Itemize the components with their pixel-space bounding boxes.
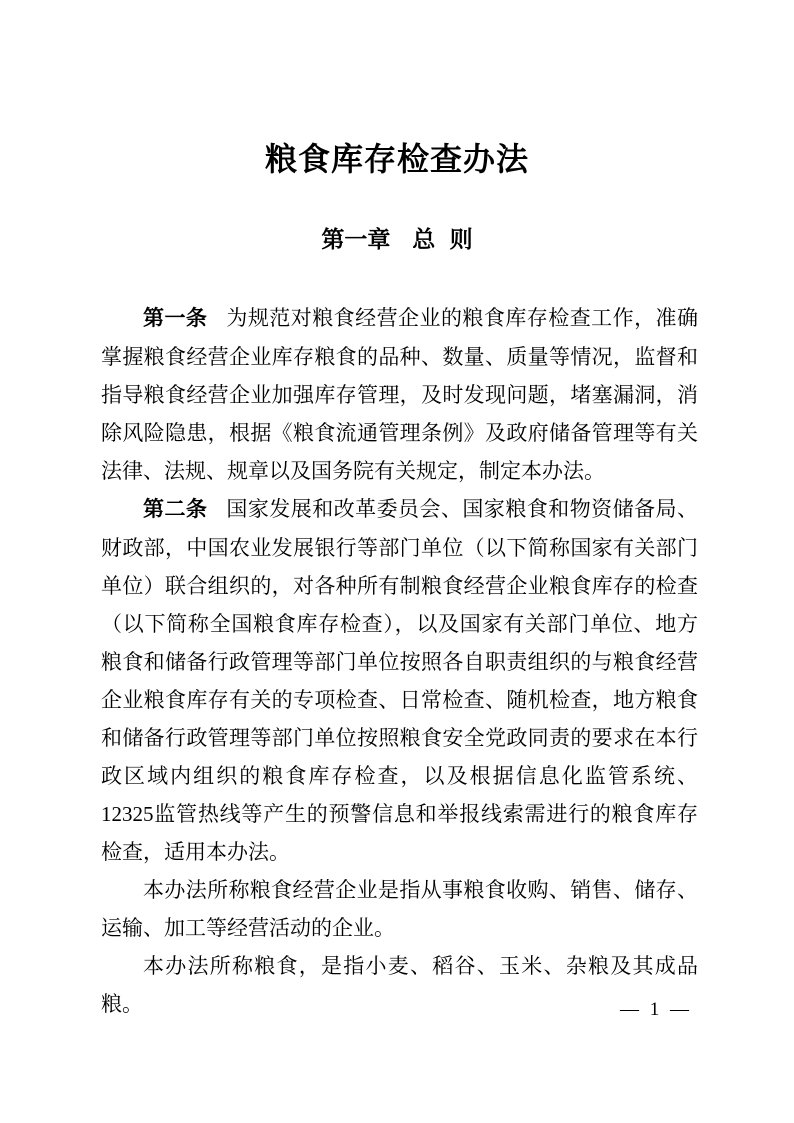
document-title: 粮食库存检查办法 bbox=[264, 141, 529, 177]
article-1-text: 为规范对粮食经营企业的粮食库存检查工作，准确掌握粮食经营企业库存粮食的品种、数量、质量等情况，监督和指导粮食经营企业加强库存管理，及时发现问题，堵塞漏洞，消除风险隐患，根据《粮食流通管理条例》及政府储备管理等有关法律、法规、规章以及国务院有关规定，制定本办法。 bbox=[101, 306, 698, 483]
paragraph-3-text: 本办法所称粮食经营企业是指从事粮食收购、销售、储存、运输、加工等经营活动的企业。 bbox=[101, 878, 698, 940]
article-1-lead: 第一条 bbox=[143, 307, 208, 330]
article-2-text: 国家发展和改革委员会、国家粮食和物资储备局、财政部，中国农业发展银行等部门单位（以下简称国家有关部门单位）联合组织的，对各种所有制粮食经营企业粮食库存的检查（以下简称全国粮食库存检查），以及国家有关部门单位、地方粮食和储备行政管理等部门单位按照各自职责组织的与粮食经营企业粮食库存有关的专项检查、日常检查、随机检查，地方粮食和储备行政管理等部门单位按照粮食安全党政同责的要求在本行政区域内组织的粮食库存检查，以及根据信息化监管系统、12325监管热线等产生的预警信息和举报线索需进行的粮食库存检查，适用本办法。 bbox=[101, 497, 698, 864]
paragraph-definition-grain bbox=[101, 947, 698, 1023]
chapter-label: 第一章 bbox=[321, 226, 391, 252]
chapter-title: 总 则 bbox=[412, 226, 473, 252]
page-number: — 1 — bbox=[620, 999, 692, 1020]
paragraph-definition-enterprise bbox=[101, 871, 698, 947]
paragraph-article-1 bbox=[101, 299, 698, 490]
document-body bbox=[101, 299, 698, 1023]
paragraph-4-text: 本办法所称粮食，是指小麦、稻谷、玉米、杂粮及其成品粮。 bbox=[101, 954, 698, 1016]
chapter-heading bbox=[0, 227, 794, 251]
article-2-lead: 第二条 bbox=[143, 498, 208, 521]
paragraph-article-2 bbox=[101, 490, 698, 871]
